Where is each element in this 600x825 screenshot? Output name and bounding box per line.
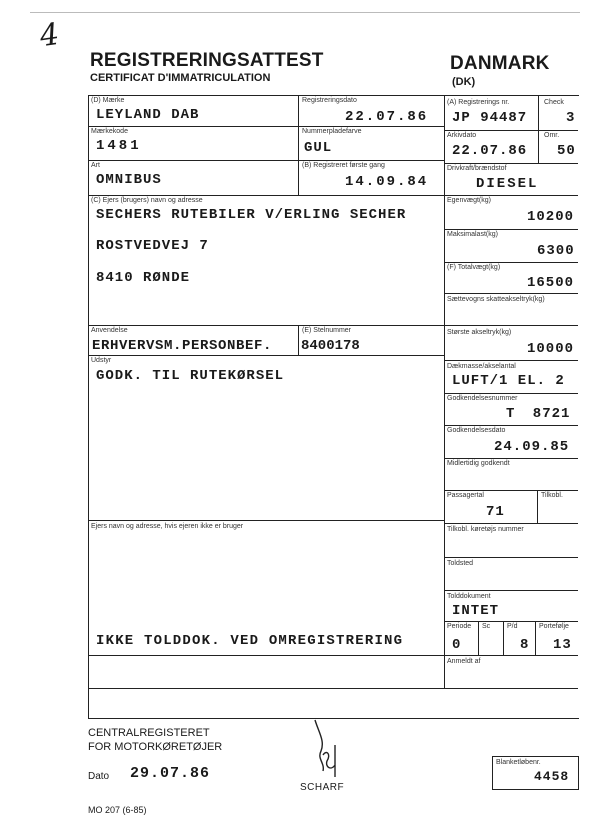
blanket-value: 4458	[534, 769, 570, 784]
column-divider	[503, 621, 504, 655]
tolddokument-value: INTET	[452, 603, 500, 619]
registreringsnr-value: JP 94487	[452, 110, 528, 126]
footer-dato-label: Dato	[88, 771, 110, 782]
divider	[88, 520, 445, 521]
ejer-line3: 8410 RØNDE	[96, 270, 191, 286]
anmeldt-label: Anmeldt af	[447, 658, 481, 665]
divider	[444, 325, 578, 326]
divider	[444, 229, 578, 230]
divider	[88, 325, 445, 326]
daekmasse-value: LUFT/1 EL. 2	[452, 373, 565, 389]
divider	[88, 655, 445, 656]
registreringsnr-label: (A) Registrerings nr.	[447, 99, 510, 106]
maerke-label: (D) Mærke	[91, 97, 125, 104]
saettevogn-label: Sættevogns skatteakseltryk(kg)	[447, 296, 545, 303]
art-value: OMNIBUS	[96, 172, 162, 188]
signature-name: SCHARF	[300, 782, 345, 793]
divider	[444, 490, 578, 491]
divider	[444, 195, 578, 196]
document-subtitle: CERTIFICAT D'IMMATRICULATION	[90, 72, 271, 84]
registreringsdato-value: 22.07.86	[345, 109, 429, 125]
maerkekode-label: Mærkekode	[91, 128, 128, 135]
akseltryk-value: 10000	[527, 341, 575, 357]
column-divider	[478, 621, 479, 655]
egenvaegt-label: Egenvægt(kg)	[447, 197, 491, 204]
divider	[444, 293, 578, 294]
country-code: (DK)	[452, 76, 476, 88]
godkendelsesdato-label: Godkendelsesdato	[447, 427, 506, 434]
nummerpladefarve-value: GUL	[304, 140, 333, 156]
footer-org-line2: FOR MOTORKØRETØJER	[88, 741, 223, 753]
anvendelse-value: ERHVERVSM.PERSONBEF.	[92, 338, 273, 354]
passagertal-label: Passagertal	[447, 492, 484, 499]
divider	[88, 688, 578, 689]
periode-value: 0	[452, 637, 462, 653]
arkivdato-value: 22.07.86	[452, 143, 528, 159]
country-name: DANMARK	[450, 53, 550, 74]
art-label: Art	[91, 162, 100, 169]
document-title: REGISTRERINGSATTEST	[90, 50, 324, 71]
registreringsdato-label: Registreringsdato	[302, 97, 357, 104]
ejer-line2: ROSTVEDVEJ 7	[96, 238, 209, 254]
stelnummer-label: (E) Stelnummer	[302, 327, 352, 334]
godkendelsesdato-value: 24.09.85	[494, 439, 570, 455]
tilkobl-koeretoej-label: Tilkobl. køretøjs nummer	[447, 526, 524, 533]
top-edge-line	[30, 12, 580, 13]
footer-org-line1: CENTRALREGISTERET	[88, 727, 210, 739]
maerke-value: LEYLAND DAB	[96, 107, 200, 123]
godkendelsesnr-label: Godkendelsesnummer	[447, 395, 518, 402]
arkivdato-label: Arkivdato	[447, 132, 477, 139]
periode-label: Periode	[447, 623, 472, 630]
divider	[444, 557, 578, 558]
omr-value: 50	[557, 143, 576, 159]
divider	[88, 195, 445, 196]
column-divider	[537, 490, 538, 523]
divider	[444, 130, 578, 131]
divider	[88, 126, 445, 127]
daekmasse-label: Dækmasse/akselantal	[447, 363, 516, 370]
midlertidig-label: Midlertidig godkendt	[447, 460, 510, 467]
signature	[305, 715, 345, 785]
column-divider	[444, 95, 445, 688]
divider	[444, 590, 578, 591]
divider	[444, 621, 578, 622]
maerkekode-value: 1481	[96, 138, 142, 154]
column-divider	[298, 95, 299, 195]
tolddokument-label: Tolddokument	[447, 593, 491, 600]
column-divider	[298, 325, 299, 355]
udstyr-label: Udstyr	[91, 357, 112, 364]
divider	[444, 458, 578, 459]
toldsted-label: Toldsted	[447, 560, 474, 567]
divider	[88, 355, 445, 356]
bemaerkning-value: IKKE TOLDDOK. VED OMREGISTRERING	[96, 633, 404, 649]
drivkraft-label: Drivkraft/brændstof	[447, 165, 507, 172]
nummerpladefarve-label: Nummerpladefarve	[302, 128, 362, 135]
divider	[444, 655, 578, 656]
tilkobl-label: Tilkobl.	[541, 492, 563, 499]
blanket-label: Blanketløbenr.	[496, 759, 541, 766]
divider	[444, 425, 578, 426]
egenvaegt-value: 10200	[527, 209, 575, 225]
stelnummer-value: 8400178	[301, 338, 360, 354]
maksimalast-label: Maksimalast(kg)	[447, 231, 498, 238]
corner-handwritten-mark: 4	[37, 16, 62, 55]
check-value: 3	[566, 110, 576, 126]
portefolje-label: Portefølje	[539, 623, 569, 630]
passagertal-value: 71	[486, 504, 505, 520]
portefolje-value: 13	[553, 637, 572, 653]
godkendelsesnr-value: T 8721	[506, 406, 571, 422]
column-divider	[538, 95, 539, 163]
divider	[444, 523, 578, 524]
pd-label: P/d	[507, 623, 518, 630]
foerste-gang-label: (B) Registreret første gang	[302, 162, 385, 169]
ejer-ikke-bruger-label: Ejers navn og adresse, hvis ejeren ikke er bruger	[91, 523, 244, 530]
omr-label: Omr.	[544, 132, 560, 139]
totalvaegt-label: (F) Totalvægt(kg)	[447, 264, 501, 271]
divider	[88, 160, 445, 161]
maksimalast-value: 6300	[537, 243, 575, 259]
divider	[444, 393, 578, 394]
sc-label: Sc	[482, 623, 491, 630]
foerste-gang-value: 14.09.84	[345, 174, 429, 190]
ejer-label: (C) Ejers (brugers) navn og adresse	[91, 197, 203, 204]
totalvaegt-value: 16500	[527, 275, 575, 291]
column-divider	[535, 621, 536, 655]
divider	[444, 262, 578, 263]
udstyr-value: GODK. TIL RUTEKØRSEL	[96, 368, 285, 384]
pd-value: 8	[520, 637, 530, 653]
anvendelse-label: Anvendelse	[91, 327, 128, 334]
form-code: MO 207 (6-85)	[88, 805, 147, 815]
check-label: Check	[544, 99, 564, 106]
footer-dato-value: 29.07.86	[130, 765, 211, 782]
divider	[444, 360, 578, 361]
akseltryk-label: Største akseltryk(kg)	[447, 329, 512, 336]
drivkraft-value: DIESEL	[476, 176, 539, 192]
ejer-line1: SECHERS RUTEBILER V/ERLING SECHER	[96, 207, 407, 223]
divider	[444, 163, 578, 164]
